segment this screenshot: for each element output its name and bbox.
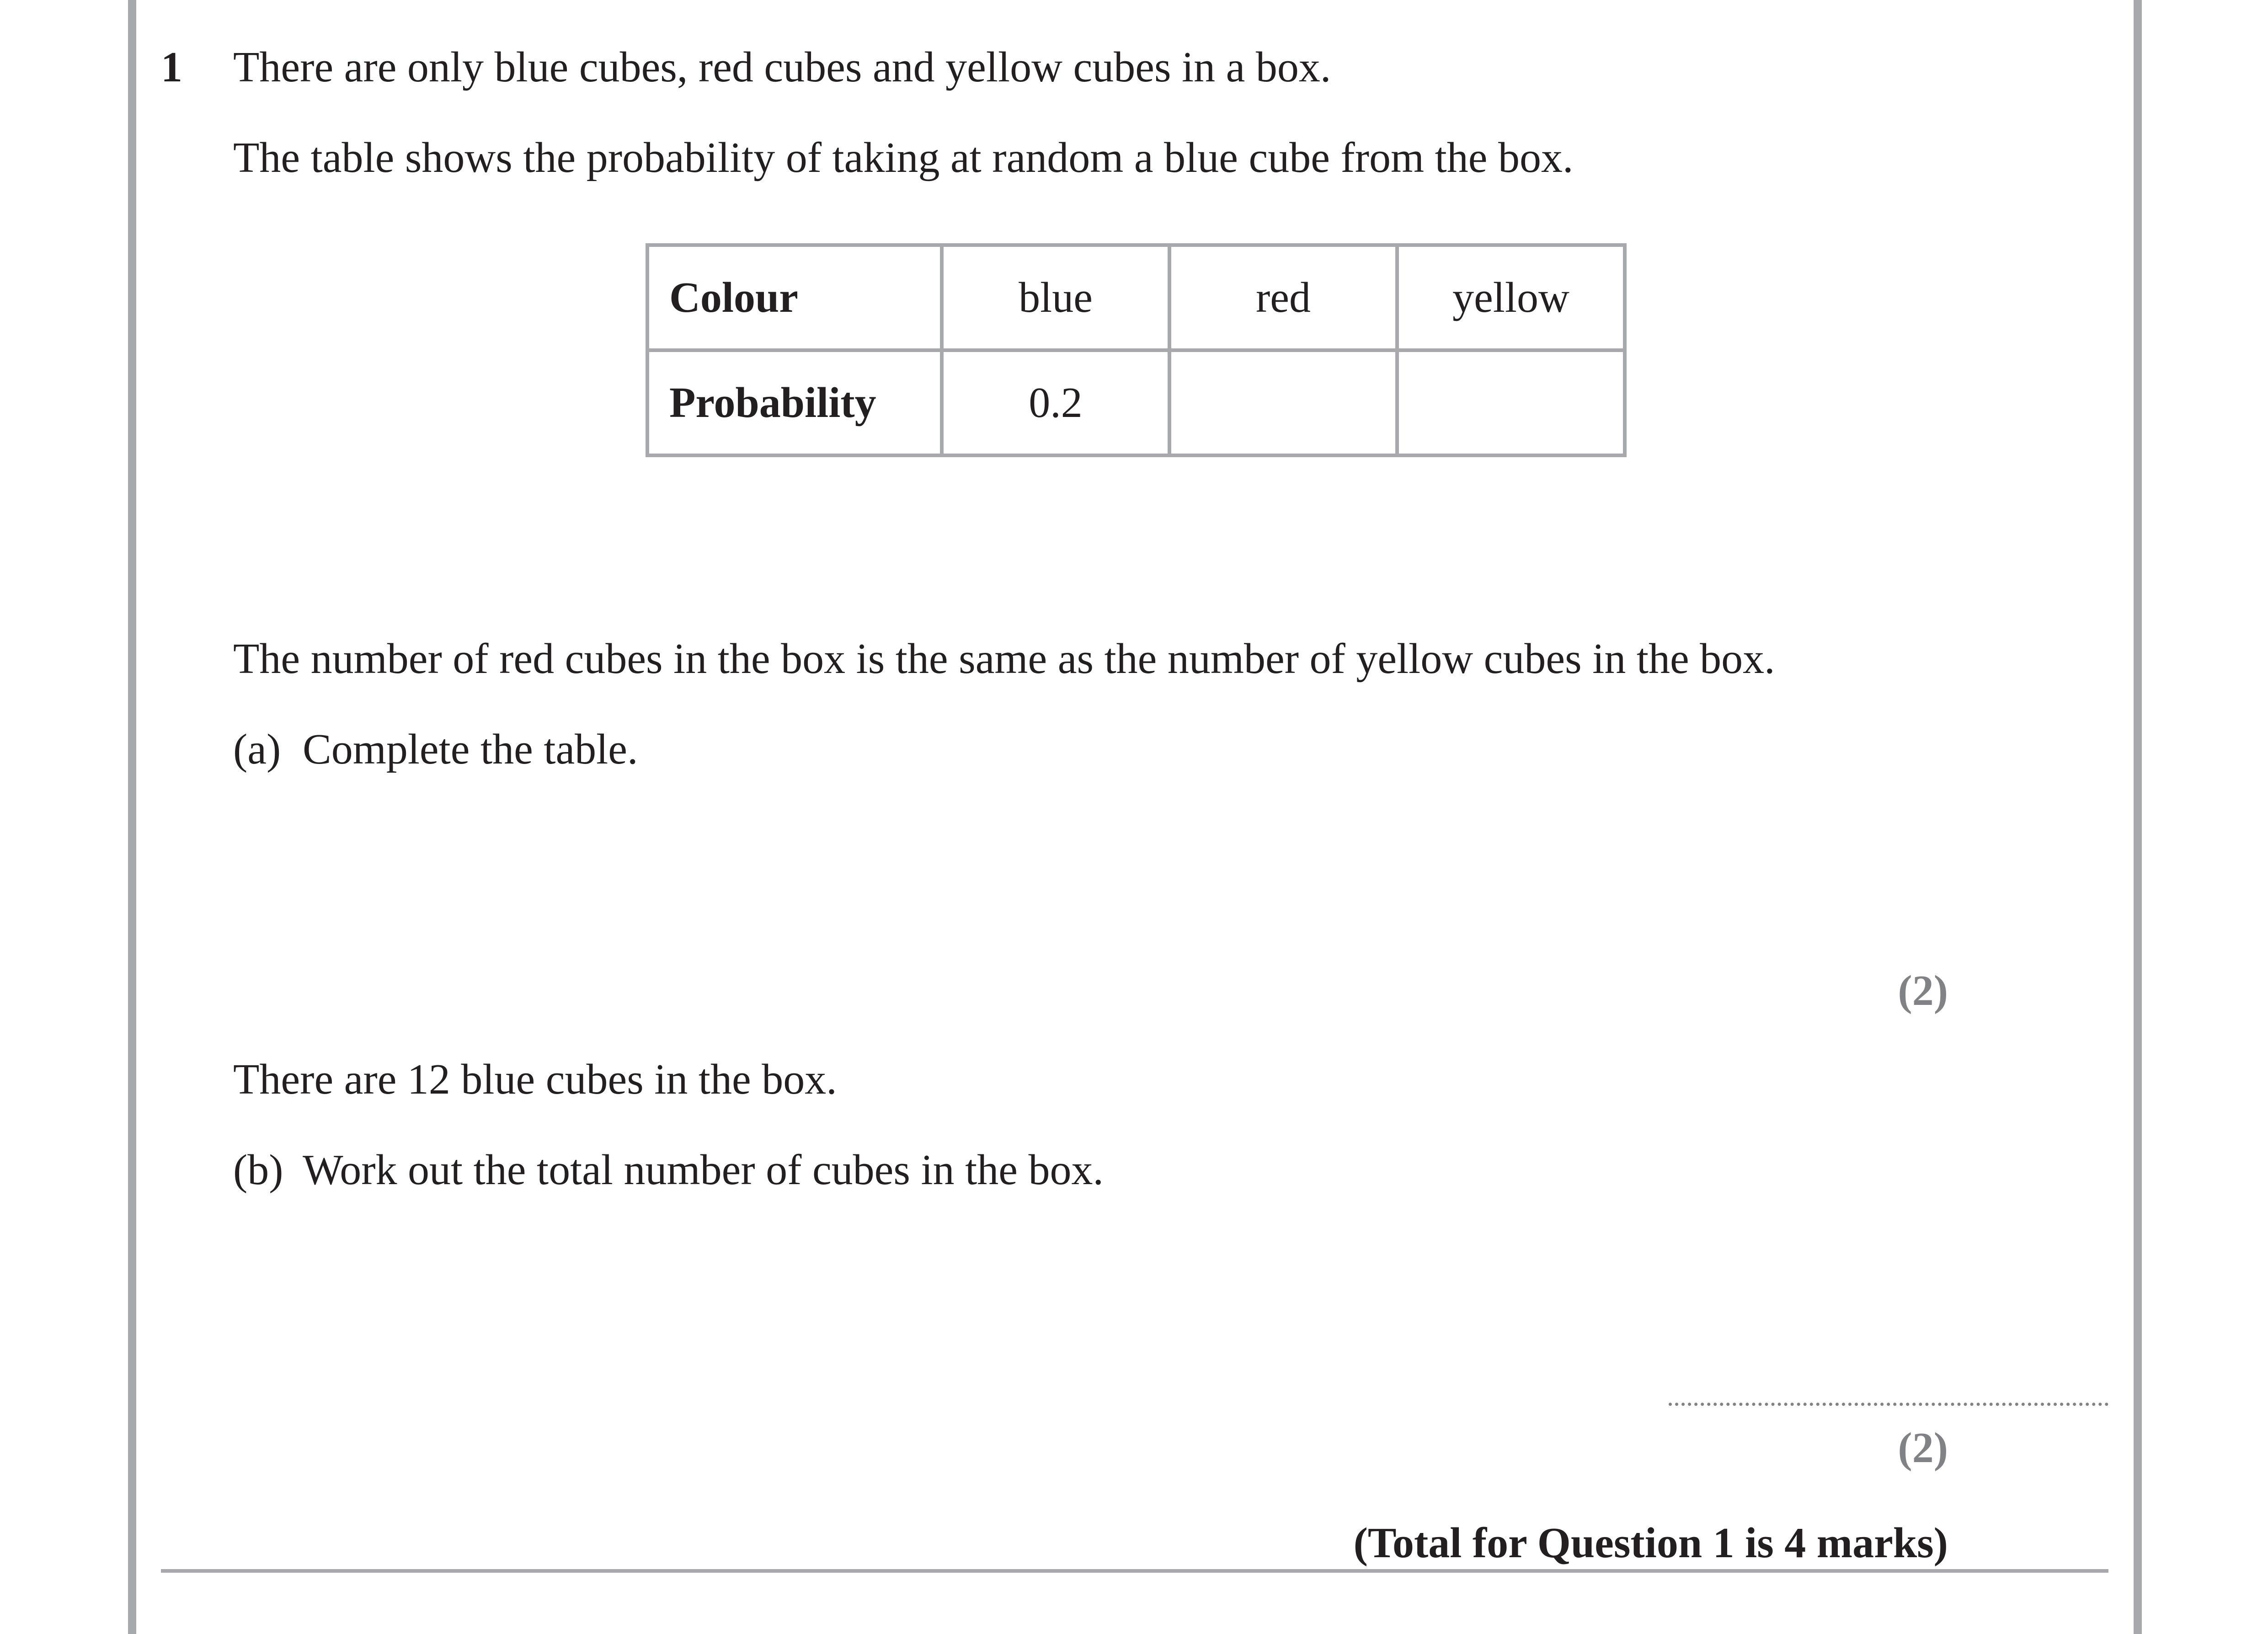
part-b-marks: (2)	[1898, 1424, 1948, 1472]
part-a-label: (a)	[233, 726, 281, 773]
cell-colour-red: red	[1169, 245, 1397, 350]
cell-probability-blue: 0.2	[942, 350, 1169, 455]
cell-colour-blue: blue	[942, 245, 1169, 350]
info-b-line: There are 12 blue cubes in the box.	[233, 1056, 837, 1103]
header-colour: Colour	[647, 245, 942, 350]
cell-colour-yellow: yellow	[1397, 245, 1625, 350]
part-b-line	[233, 1145, 1104, 1195]
total-marks: (Total for Question 1 is 4 marks)	[1353, 1519, 1948, 1567]
table-row-colour	[647, 245, 1625, 350]
part-b-text: Work out the total number of cubes in the box.	[303, 1146, 1104, 1194]
table-row-probability	[647, 350, 1625, 455]
answer-line-b[interactable]	[1669, 1403, 2108, 1406]
left-margin-border	[128, 0, 136, 1634]
probability-table	[646, 243, 1627, 457]
part-a-text: Complete the table.	[303, 726, 638, 773]
header-probability: Probability	[647, 350, 942, 455]
cell-probability-red[interactable]	[1169, 350, 1397, 455]
part-a-marks: (2)	[1898, 967, 1948, 1015]
right-margin-border	[2134, 0, 2142, 1634]
question-divider	[161, 1569, 2108, 1573]
intro-line-1: There are only blue cubes, red cubes and yellow cubes in a box.	[233, 43, 1331, 91]
statement-line: The number of red cubes in the box is the same as the number of yellow cubes in the box.	[233, 635, 1775, 683]
question-number: 1	[161, 43, 182, 91]
part-a-line	[233, 724, 638, 774]
intro-line-2: The table shows the probability of taking at random a blue cube from the box.	[233, 134, 1574, 182]
cell-probability-yellow[interactable]	[1397, 350, 1625, 455]
part-b-label: (b)	[233, 1146, 283, 1194]
